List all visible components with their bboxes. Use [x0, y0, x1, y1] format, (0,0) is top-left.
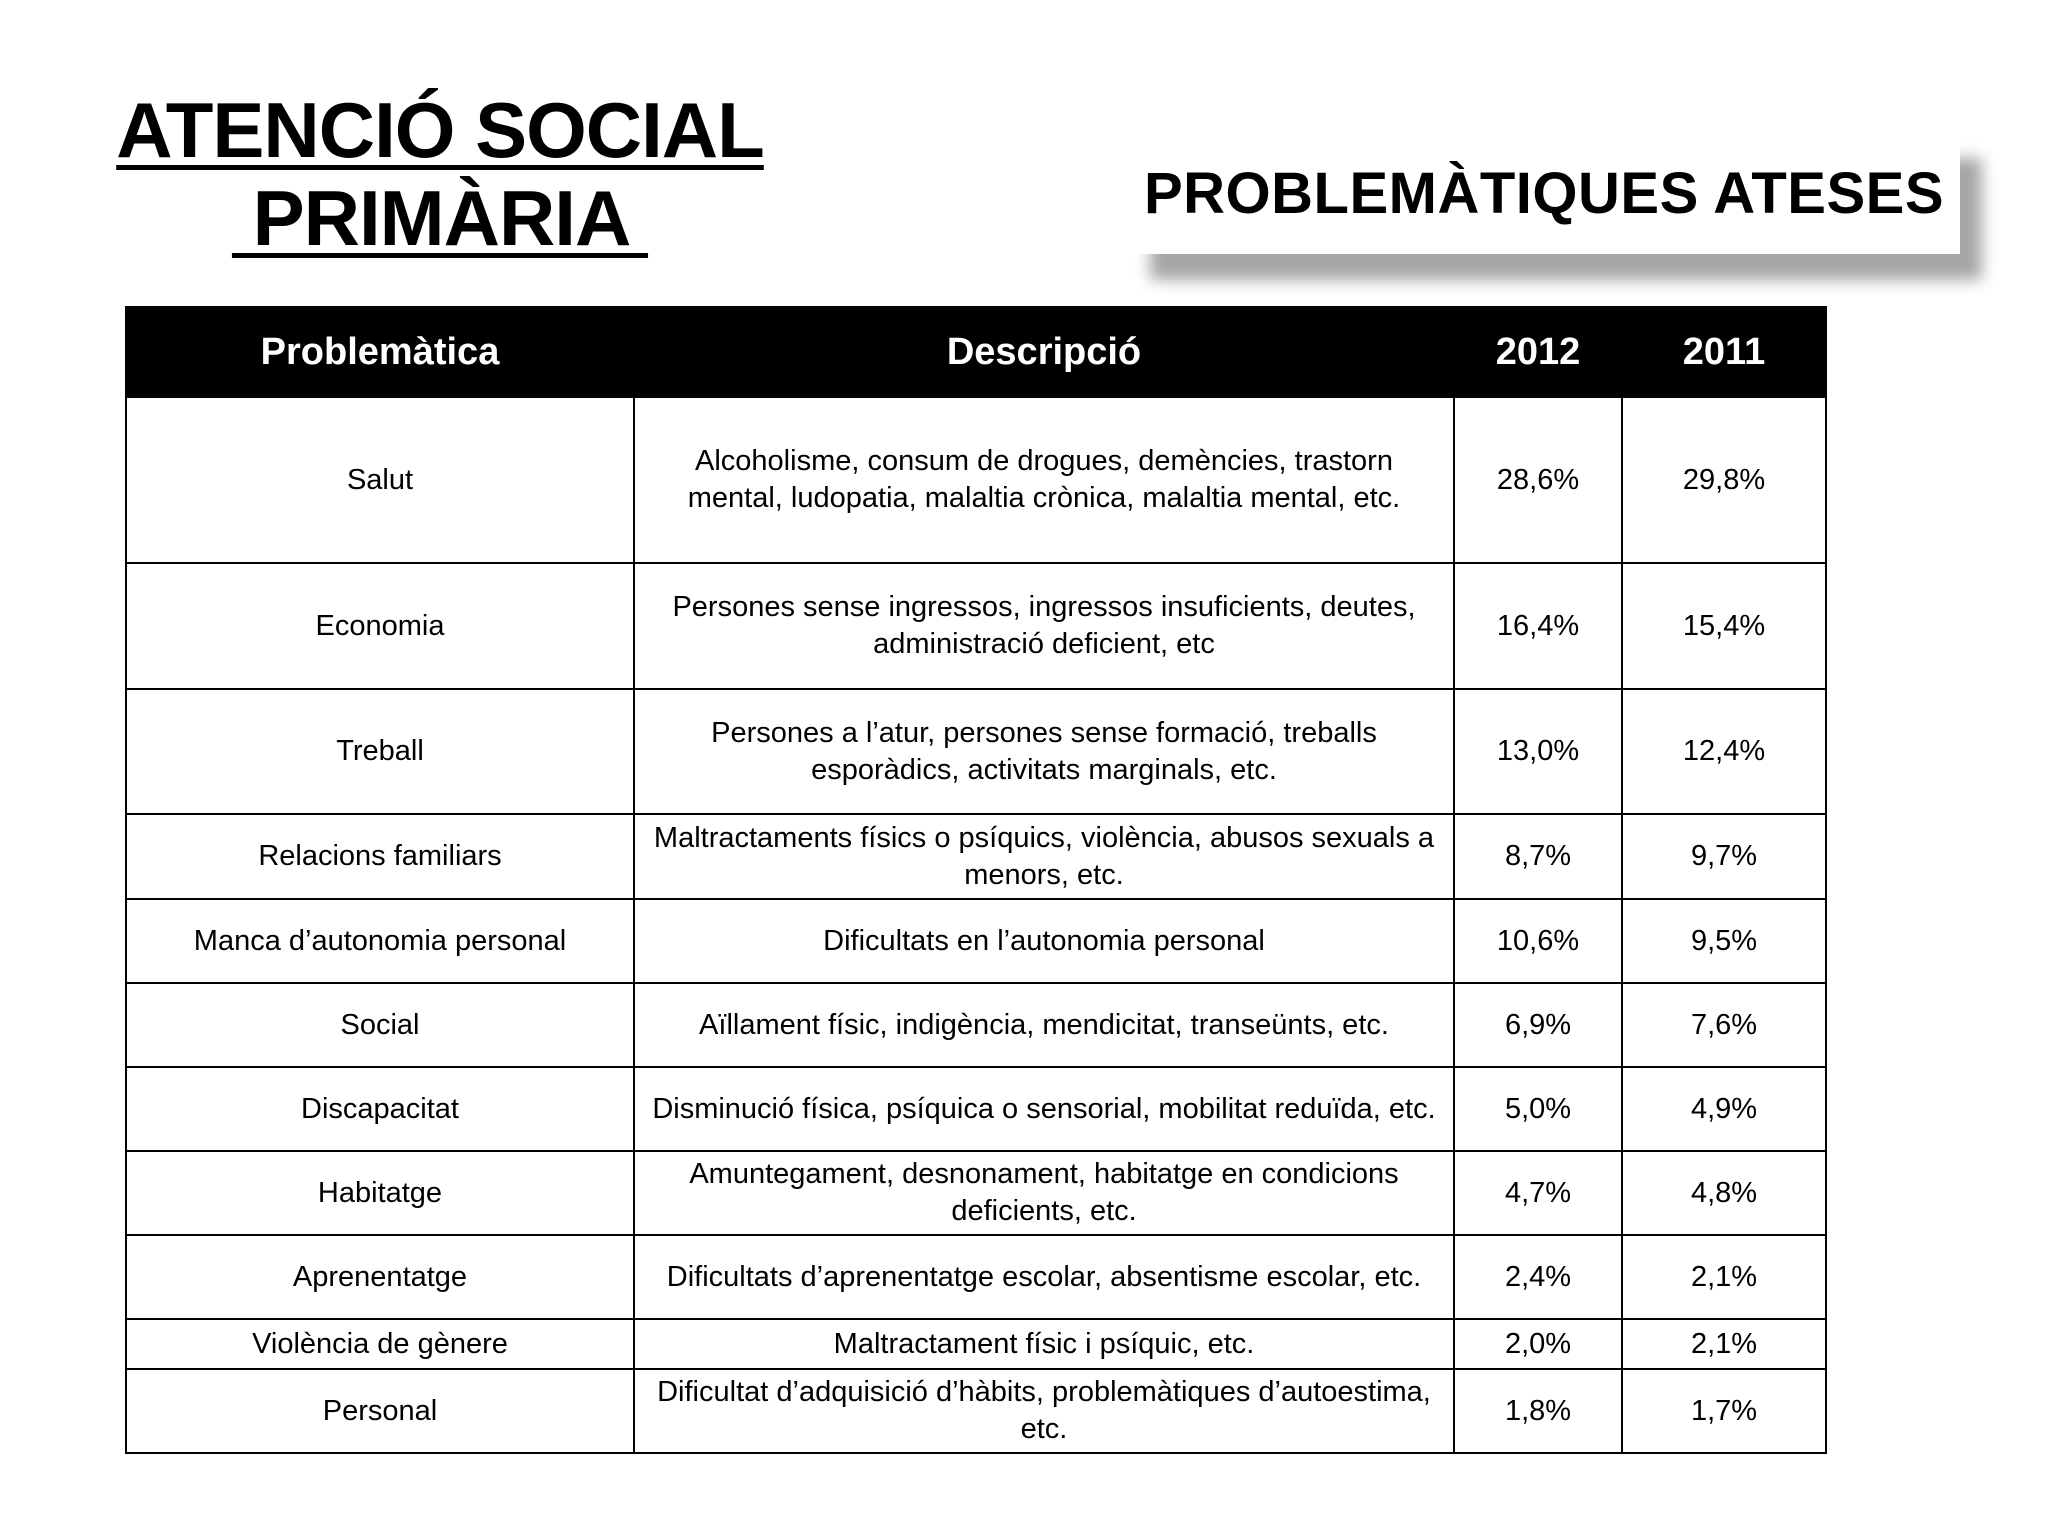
- cell-2012: 6,9%: [1454, 983, 1622, 1067]
- cell-2011: 15,4%: [1622, 563, 1826, 689]
- cell-descripcio: Alcoholisme, consum de drogues, demències, trastorn mental, ludopatia, malaltia crònica, malaltia mental, etc.: [634, 397, 1454, 563]
- header-2012: 2012: [1454, 307, 1622, 397]
- cell-2012: 10,6%: [1454, 899, 1622, 983]
- cell-problematica: Relacions familiars: [126, 814, 634, 899]
- table-row: [126, 1369, 1826, 1453]
- cell-2012: 8,7%: [1454, 814, 1622, 899]
- header-descripcio: Descripció: [634, 307, 1454, 397]
- cell-descripcio: Aïllament físic, indigència, mendicitat, transeünts, etc.: [634, 983, 1454, 1067]
- cell-problematica: Personal: [126, 1369, 634, 1453]
- cell-2011: 2,1%: [1622, 1235, 1826, 1319]
- table-row: [126, 1067, 1826, 1151]
- cell-descripcio: Maltractaments físics o psíquics, violència, abusos sexuals a menors, etc.: [634, 814, 1454, 899]
- page-title-line-1: ATENCIÓ SOCIAL: [116, 86, 764, 174]
- cell-descripcio: Persones sense ingressos, ingressos insuficients, deutes, administració deficient, etc: [634, 563, 1454, 689]
- header-2011: 2011: [1622, 307, 1826, 397]
- cell-problematica: Economia: [126, 563, 634, 689]
- cell-problematica: Violència de gènere: [126, 1319, 634, 1369]
- cell-2012: 4,7%: [1454, 1151, 1622, 1235]
- cell-2012: 2,0%: [1454, 1319, 1622, 1369]
- table-row: [126, 689, 1826, 814]
- cell-2012: 13,0%: [1454, 689, 1622, 814]
- cell-2012: 28,6%: [1454, 397, 1622, 563]
- cell-2011: 2,1%: [1622, 1319, 1826, 1369]
- table-row: [126, 563, 1826, 689]
- table-row: [126, 1319, 1826, 1369]
- cell-2011: 29,8%: [1622, 397, 1826, 563]
- cell-descripcio: Dificultats d’aprenentatge escolar, absentisme escolar, etc.: [634, 1235, 1454, 1319]
- table-header-row: [126, 307, 1826, 397]
- problems-table: [125, 306, 1827, 1454]
- cell-2011: 4,8%: [1622, 1151, 1826, 1235]
- cell-problematica: Salut: [126, 397, 634, 563]
- cell-2012: 5,0%: [1454, 1067, 1622, 1151]
- header-problematica: Problemàtica: [126, 307, 634, 397]
- cell-2011: 7,6%: [1622, 983, 1826, 1067]
- cell-descripcio: Dificultats en l’autonomia personal: [634, 899, 1454, 983]
- cell-2011: 1,7%: [1622, 1369, 1826, 1453]
- cell-problematica: Habitatge: [126, 1151, 634, 1235]
- cell-2011: 12,4%: [1622, 689, 1826, 814]
- cell-descripcio: Persones a l’atur, persones sense formació, treballs esporàdics, activitats marginals, etc.: [634, 689, 1454, 814]
- table-row: [126, 899, 1826, 983]
- cell-problematica: Manca d’autonomia personal: [126, 899, 634, 983]
- cell-2011: 9,7%: [1622, 814, 1826, 899]
- cell-problematica: Social: [126, 983, 634, 1067]
- page-title-line-2: PRIMÀRIA: [231, 174, 649, 262]
- cell-2011: 9,5%: [1622, 899, 1826, 983]
- cell-descripcio: Disminució física, psíquica o sensorial, mobilitat reduïda, etc.: [634, 1067, 1454, 1151]
- table-row: [126, 1235, 1826, 1319]
- cell-2012: 16,4%: [1454, 563, 1622, 689]
- table-row: [126, 814, 1826, 899]
- cell-descripcio: Maltractament físic i psíquic, etc.: [634, 1319, 1454, 1369]
- table-row: [126, 983, 1826, 1067]
- cell-problematica: Aprenentatge: [126, 1235, 634, 1319]
- table-row: [126, 1151, 1826, 1235]
- section-title-box: [1128, 132, 1960, 254]
- cell-descripcio: Amuntegament, desnonament, habitatge en condicions deficients, etc.: [634, 1151, 1454, 1235]
- table-row: [126, 397, 1826, 563]
- cell-2012: 1,8%: [1454, 1369, 1622, 1453]
- cell-2012: 2,4%: [1454, 1235, 1622, 1319]
- cell-descripcio: Dificultat d’adquisició d’hàbits, problemàtiques d’autoestima, etc.: [634, 1369, 1454, 1453]
- cell-2011: 4,9%: [1622, 1067, 1826, 1151]
- cell-problematica: Discapacitat: [126, 1067, 634, 1151]
- cell-problematica: Treball: [126, 689, 634, 814]
- page-title: [110, 86, 770, 262]
- section-title: PROBLEMÀTIQUES ATESES: [1143, 160, 1944, 226]
